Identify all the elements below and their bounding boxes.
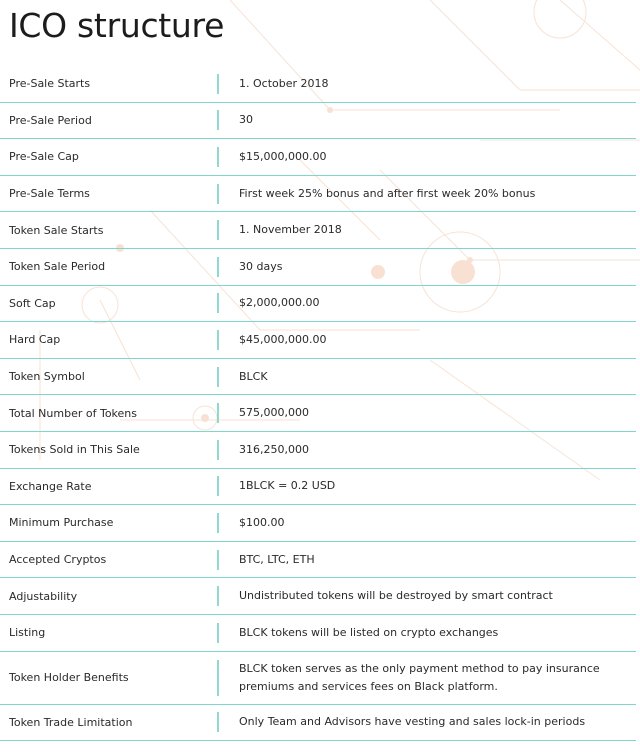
table-row [0, 249, 636, 286]
table-row [0, 66, 636, 103]
row-label: Pre-Sale Period [9, 113, 92, 127]
table-row [0, 578, 636, 615]
row-label: Pre-Sale Starts [9, 77, 91, 91]
row-label: Token Holder Benefits [9, 671, 129, 684]
table-row [0, 322, 636, 359]
row-label: Tokens Sold in This Sale [9, 443, 140, 457]
table-row [0, 359, 636, 396]
row-label: Pre-Sale Cap [9, 150, 79, 164]
row-label: Exchange Rate [9, 479, 92, 493]
row-label: Token Sale Period [9, 260, 106, 274]
table-row [0, 469, 636, 506]
row-label: Token Trade Limitation [9, 715, 133, 729]
ico-structure-table [0, 66, 636, 741]
table-row [0, 286, 636, 323]
table-row [0, 395, 636, 432]
page-title: ICO structure [9, 6, 225, 45]
row-value: Only Team and Advisors have vesting and sales lock-in periods [239, 715, 586, 729]
row-value: $2,000,000.00 [239, 296, 320, 310]
row-label: Adjustability [9, 589, 78, 603]
table-row [0, 432, 636, 469]
row-label: Accepted Cryptos [9, 553, 107, 567]
table-row [0, 212, 636, 249]
table-row [0, 705, 636, 742]
row-label: Token Sale Starts [9, 223, 104, 237]
row-value: 316,250,000 [239, 442, 309, 456]
row-label: Listing [9, 626, 46, 640]
row-value: BTC, LTC, ETH [239, 552, 315, 566]
row-value: $15,000,000.00 [239, 149, 327, 163]
table-row [0, 176, 636, 213]
row-label: Total Number of Tokens [9, 406, 137, 420]
row-label: Token Symbol [9, 370, 85, 384]
table-row [0, 103, 636, 140]
row-value: 1BLCK = 0.2 USD [239, 479, 336, 493]
row-value: BLCK tokens will be listed on crypto exchanges [239, 625, 499, 639]
row-value: 30 days [239, 259, 283, 273]
table-row [0, 139, 636, 176]
table-row [0, 652, 636, 705]
row-value: 575,000,000 [239, 406, 309, 420]
table-row [0, 505, 636, 542]
table-row [0, 615, 636, 652]
row-value: BLCK token serves as the only payment method to pay insurance premiums and services fees on Black platform. [239, 661, 600, 693]
row-label: Hard Cap [9, 333, 61, 347]
row-value: Undistributed tokens will be destroyed by smart contract [239, 589, 553, 603]
row-value: 30 [239, 113, 253, 127]
row-value: BLCK [239, 369, 268, 383]
row-label: Minimum Purchase [9, 516, 114, 530]
row-value: $100.00 [239, 515, 285, 529]
row-label: Pre-Sale Terms [9, 187, 90, 201]
row-value: $45,000,000.00 [239, 332, 327, 346]
row-label: Soft Cap [9, 296, 56, 310]
row-value: 1. October 2018 [239, 76, 329, 90]
table-row [0, 542, 636, 579]
row-value: First week 25% bonus and after first week 20% bonus [239, 186, 536, 200]
row-value: 1. November 2018 [239, 223, 342, 237]
